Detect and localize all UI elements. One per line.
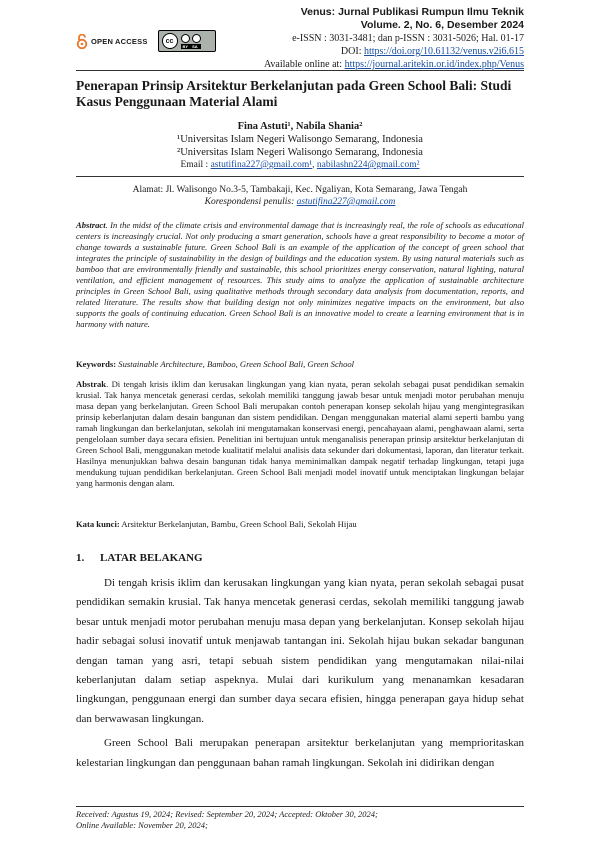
keywords-label: Keywords:	[76, 359, 117, 369]
keywords-english	[76, 359, 524, 370]
open-access-logo	[76, 34, 148, 49]
email-label: Email :	[180, 160, 209, 170]
footer-dates: Received: Agustus 19, 2024; Revised: September 20, 2024; Accepted: Oktober 30, 2024;	[76, 809, 378, 819]
share-alike-icon	[192, 34, 201, 43]
open-access-label: OPEN ACCESS	[91, 36, 148, 46]
cc-by-sa-badge[interactable]	[158, 30, 216, 52]
abstract-text: In the midst of the climate crisis and environmental damage that is increasingly real, the role of schools as educational centers is increasingly crucial. Not only producing a smart generation, schools have a great responsibility to become a motor of change towards a sustainable future. Green School Bali is an example of the application of the concept of green school that integrates the principle of sustainability in the design of buildings and the education system. By using natural materials such as bamboo that are environmentally friendly and sustainable, this school prioritizes energy conservation, natural lighting, natural ventilation, and efficient management of resources. This study aims to analyze the application of sustainable architecture principles in Green School Bali, using qualitative methods through secondary data analysis from documentation, reports, and related literature. The results show that building design not only minimizes negative impacts on the environment, but also supports the goals of continuing education. Green School Bali is an innovative model to create a learning environment that is in harmony with nature.	[76, 220, 525, 329]
kata-kunci-text: Arsitektur Berkelanjutan, Bambu, Green School Bali, Sekolah Hijau	[121, 519, 357, 529]
cc-icon: cc	[162, 33, 178, 49]
authors-divider	[76, 176, 524, 177]
doi-label: DOI:	[340, 46, 362, 57]
license-logos	[76, 30, 216, 52]
affiliation-2: ²Universitas Islam Negeri Walisongo Semarang, Indonesia	[177, 147, 423, 158]
affiliation-1: ¹Universitas Islam Negeri Walisongo Semarang, Indonesia	[177, 134, 423, 145]
doi-link[interactable]: https://doi.org/10.61132/venus.v2i6.615	[363, 46, 524, 57]
abstract-indonesian: Abstrak. Di tengah krisis iklim dan kerusakan lingkungan yang kian nyata, peran sekolah sebagai pusat pendidikan semakin krusial. Tak hanya mencetak generasi cerdas, sekolah memiliki tanggung jawab besar untuk menjadi motor perubahan menuju masa depan yang berkelanjutan. Green School Bali merupakan contoh penerapan konsep sekolah hijau yang mengintegrasikan prinsip keberlanjutan dalam desain bangunan dan sistem pendidikan. Dengan menggunakan material alami seperti bambu yang ramah lingkungan dan berkelanjutan, sekolah ini mengutamakan konservasi energi, pencahayaan alami, penghawaan alami, serta pengelolaan sumber daya secara efisien. Penelitian ini bertujuan untuk menganalisis penerapan prinsip arsitektur berkelanjutan di Green School Bali, menggunakan metode kualitatif melalui analisis data sekunder dari dokumentasi, laporan, dan literatur terkait. Hasilnya menunjukkan bahwa desain bangunan tidak hanya meminimalkan dampak negatif terhadap lingkungan, tetapi juga mendukung tujuan pendidikan berkelanjutan. Green School Bali menjadi model inovatif untuk menciptakan lingkungan belajar yang harmonis dengan alam.	[76, 379, 525, 488]
address-line: Alamat: Jl. Walisongo No.3-5, Tambakaji, Kec. Ngaliyan, Kota Semarang, Jawa Tengah	[132, 185, 468, 195]
abstract-english: Abstract. In the midst of the climate crisis and environmental damage that is increasingly real, the role of schools as educational centers is increasingly crucial. Not only producing a smart generation, schools have a great responsibility to become a motor of change towards a sustainable future. Green School Bali is an example of the application of the concept of green school that integrates the principle of sustainability in the design of buildings and the education system. By using natural materials such as bamboo that are environmentally friendly and sustainable, this school prioritizes energy conservation, natural lighting, natural ventilation, and efficient management of resources. This study aims to analyze the application of sustainable architecture principles in Green School Bali, using qualitative methods through secondary data analysis from documentation, reports, and related literature. The results show that building design not only minimizes negative impacts on the environment, but also supports the goals of continuing education. Green School Bali is an innovative model to create a learning environment that is in harmony with nature.	[76, 220, 525, 329]
correspondence-label: Korespondensi penulis:	[204, 197, 295, 207]
header-divider	[76, 70, 524, 71]
cc-tag-by: BY	[182, 43, 189, 49]
paragraph-2: Green School Bali merupakan penerapan arsitektur berkelanjutan yang memprioritaskan kelestarian lingkungan dan penggunaan bahan ramah lingkungan. Sekolah ini didirikan dengan	[76, 737, 524, 769]
keywords-text: Sustainable Architecture, Bamboo, Green School Bali, Green School	[118, 359, 355, 369]
email-link-1[interactable]: astutifina227@gmail.com¹	[210, 160, 313, 170]
abstrak-text: Di tengah krisis iklim dan kerusakan lingkungan yang kian nyata, peran sekolah sebagai pusat pendidikan semakin krusial. Tak hanya mencetak generasi cerdas, sekolah memiliki tanggung jawab besar untuk menjadi motor perubahan menuju masa depan yang berkelanjutan. Green School Bali merupakan contoh penerapan konsep sekolah hijau yang mengintegrasikan prinsip keberlanjutan dalam desain bangunan dan sistem pendidikan. Dengan menggunakan material alami seperti bambu yang ramah lingkungan dan berkelanjutan, sekolah ini mengutamakan konservasi energi, pencahayaan alami, penghawaan alami, serta pengelolaan sumber daya secara efisien. Penelitian ini bertujuan untuk menganalisis penerapan prinsip arsitektur berkelanjutan di Green School Bali, menggunakan metode kualitatif melalui analisis data sekunder dari dokumentasi, laporan, dan literatur terkait. Hasilnya menunjukkan bahwa desain bangunan tidak hanya meminimalkan dampak negatif terhadap lingkungan, tetapi juga mendukung tujuan pendidikan berkelanjutan. Green School Bali menjadi model inovatif untuk menciptakan lingkungan belajar yang harmonis dengan alam.	[76, 379, 525, 488]
open-lock-icon	[76, 34, 88, 49]
author-emails: Email : astutifina227@gmail.com¹, nabilashn224@gmail.com²	[180, 160, 420, 170]
correspondence-email-link[interactable]: astutifina227@gmail.com	[296, 197, 396, 207]
journal-url-link[interactable]: https://journal.aritekin.or.id/index.php/Venus	[344, 59, 524, 70]
journal-issn: e-ISSN : 3031-3481; dan p-ISSN : 3031-5026; Hal. 01-17	[292, 33, 524, 44]
cc-tag-sa: SA	[192, 43, 198, 49]
section-body	[76, 574, 524, 778]
author-block	[76, 120, 524, 172]
available-label: Available online at:	[263, 59, 343, 70]
email-link-2[interactable]: nabilashn224@gmail.com²	[316, 160, 420, 170]
abstrak-label: Abstrak	[76, 379, 107, 389]
section-heading	[76, 552, 203, 564]
section-title: LATAR BELAKANG	[100, 552, 203, 564]
paper-title: Penerapan Prinsip Arsitektur Berkelanjutan pada Green School Bali: Studi Kasus Penggunaan Material Alami	[76, 78, 512, 109]
journal-header	[264, 6, 524, 71]
journal-name: Venus: Jurnal Publikasi Rumpun Ilmu Teknik	[300, 6, 524, 18]
footer-online: Online Available: November 20, 2024;	[76, 819, 208, 830]
footer	[76, 809, 524, 830]
abstract-label: Abstract	[76, 220, 106, 230]
footer-divider	[76, 806, 524, 807]
keywords-indonesian	[76, 519, 524, 530]
kata-kunci-label: Kata kunci:	[76, 519, 120, 529]
paragraph-1: Di tengah krisis iklim dan kerusakan lingkungan yang kian nyata, peran sekolah sebagai pusat pendidikan semakin krusial. Tak hanya mencetak generasi cerdas, sekolah memiliki tanggung jawab besar untuk menjadi motor perubahan menuju masa depan yang berkelanjutan. Konsep sekolah hijau hadir sebagai solusi inovatif untuk menjawab tantangan ini. Sekolah hijau bukan sekadar bangunan dengan taman yang asri, tetapi sebuah sistem pendidikan yang mengutamakan nilai-nilai keberlanjutan dalam setiap aspeknya. Mulai dari kurikulum yang menanamkan kesadaran lingkungan, penggunaan energi dan sumber daya secara efisien, hingga penerapan gaya hidup sehat dan berwawasan lingkungan.	[76, 577, 524, 725]
address-block	[76, 184, 524, 208]
journal-doi	[264, 45, 524, 58]
journal-volume: Volume. 2, No. 6, Desember 2024	[360, 19, 524, 31]
attribution-icon	[181, 34, 190, 43]
author-names: Fina Astuti¹, Nabila Shania²	[237, 121, 363, 132]
section-number: 1.	[76, 552, 85, 564]
